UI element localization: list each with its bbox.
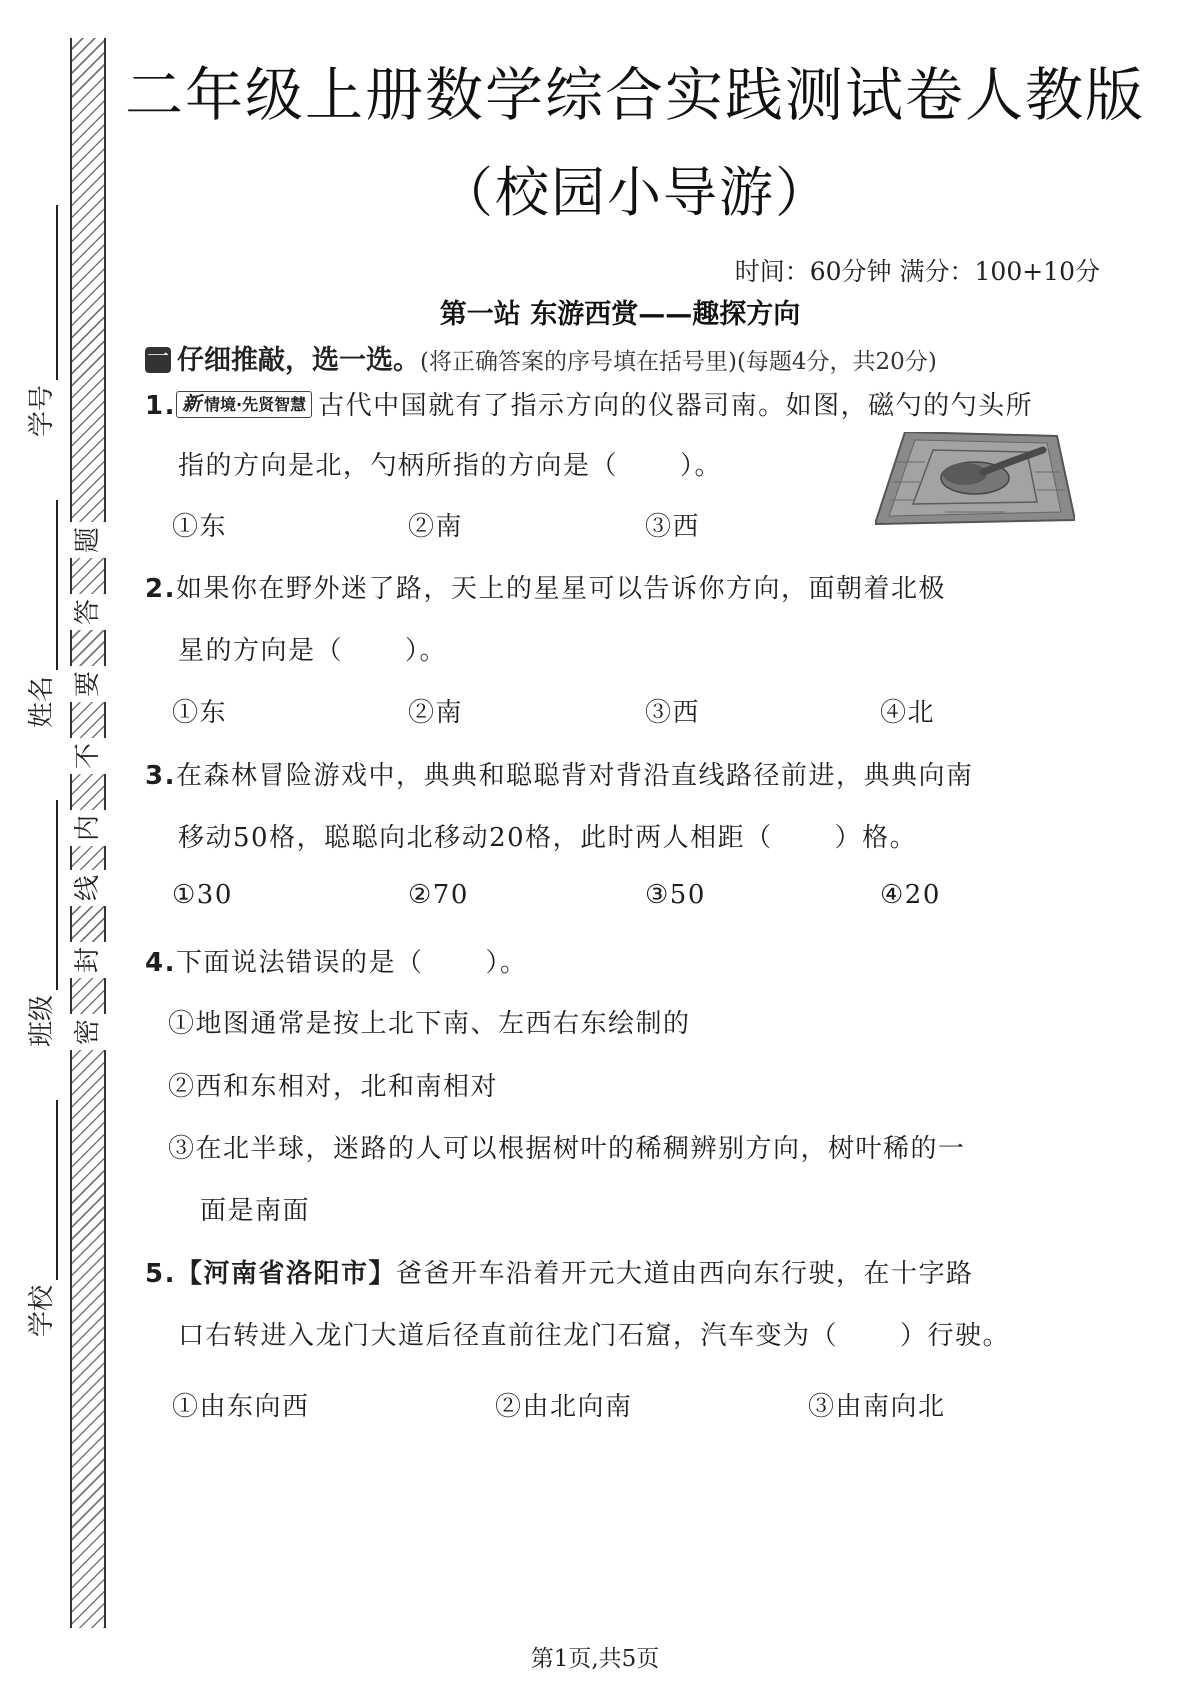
section-note: (将正确答案的序号填在括号里)(每题4分，共20分) bbox=[420, 349, 937, 375]
question-2-line-1 bbox=[145, 568, 946, 605]
sinan-compass-picture bbox=[875, 432, 1075, 532]
question-text: ）行驶。 bbox=[900, 1321, 1011, 1351]
binding-margin bbox=[0, 0, 110, 1682]
option: ①地图通常是按上北下南、左西右东绘制的 bbox=[168, 1009, 691, 1039]
question-text: 古代中国就有了指示方向的仪器司南。如图，磁勺的勺头所 bbox=[318, 391, 1034, 421]
section-title: 仔细推敲，选一选。 bbox=[177, 345, 420, 376]
page-title: 二年级上册数学综合实践测试卷人教版 bbox=[124, 61, 1145, 129]
time-score-info: 时间：60分钟 满分：100+10分 bbox=[734, 257, 1100, 286]
option: ②由北向南 bbox=[495, 1392, 633, 1422]
question-text: ）。 bbox=[680, 451, 723, 481]
station-heading: 第一站 东游西赏——趣探方向 bbox=[439, 299, 801, 330]
option: ②70 bbox=[408, 880, 469, 910]
option: ①30 bbox=[172, 880, 233, 910]
option: ①东 bbox=[172, 698, 228, 728]
question-2-line-2 bbox=[178, 630, 447, 667]
school-field-line[interactable] bbox=[56, 1100, 58, 1280]
student-id-label: 学号 bbox=[27, 384, 57, 437]
question-4-line-1 bbox=[145, 942, 528, 979]
option: ③西 bbox=[645, 698, 701, 728]
seal-char: 内 bbox=[68, 810, 108, 846]
option: ④北 bbox=[880, 698, 936, 728]
question-text: ）。 bbox=[485, 948, 528, 978]
option: ①由东向西 bbox=[172, 1392, 310, 1422]
option: ④20 bbox=[880, 880, 941, 910]
section-number-icon: 一 bbox=[145, 347, 171, 373]
page-subtitle: （校园小导游） bbox=[439, 161, 831, 224]
page-number: 第1页,共5页 bbox=[530, 1646, 660, 1672]
student-id-field-line[interactable] bbox=[56, 205, 58, 380]
option: ③50 bbox=[645, 880, 706, 910]
option: ③由南向北 bbox=[808, 1392, 946, 1422]
option: ①东 bbox=[172, 512, 228, 542]
seal-char: 答 bbox=[68, 594, 108, 630]
option: ②南 bbox=[408, 698, 464, 728]
name-label: 姓名 bbox=[27, 675, 57, 728]
option-continued: 面是南面 bbox=[200, 1196, 311, 1226]
seal-char: 题 bbox=[68, 522, 108, 558]
seal-char: 封 bbox=[68, 942, 108, 978]
question-5-line-2 bbox=[178, 1315, 1010, 1352]
seal-char: 要 bbox=[68, 666, 108, 702]
name-field-line[interactable] bbox=[56, 500, 58, 670]
question-text: 指的方向是北，勺柄所指的方向是（ bbox=[178, 451, 619, 481]
question-text: 口右转进入龙门大道后径直前往龙门石窟，汽车变为（ bbox=[178, 1321, 839, 1351]
question-text: ）。 bbox=[405, 636, 448, 666]
question-text: 如果你在野外迷了路，天上的星星可以告诉你方向，面朝着北极 bbox=[175, 574, 946, 604]
question-3-line-1 bbox=[145, 755, 973, 792]
question-number: 4. bbox=[145, 948, 176, 978]
question-1-line-1 bbox=[145, 385, 1033, 422]
question-text: 在森林冒险游戏中，典典和聪聪背对背沿直线路径前进，典典向南 bbox=[175, 761, 974, 791]
option: ③在北半球，迷路的人可以根据树叶的稀稠辨别方向，树叶稀的一 bbox=[168, 1134, 966, 1164]
option: ③西 bbox=[645, 512, 701, 542]
seal-char: 不 bbox=[68, 738, 108, 774]
option: ②南 bbox=[408, 512, 464, 542]
seal-char: 线 bbox=[68, 870, 108, 906]
context-badge bbox=[176, 391, 312, 418]
question-text: 移动50格，聪聪向北移动20格，此时两人相距（ bbox=[178, 823, 773, 853]
question-text: 星的方向是（ bbox=[178, 636, 344, 666]
question-5-line-1 bbox=[145, 1253, 974, 1290]
question-number: 5. bbox=[145, 1259, 176, 1289]
question-number: 2. bbox=[145, 574, 176, 604]
question-3-line-2 bbox=[178, 817, 917, 854]
class-label: 班级 bbox=[27, 994, 57, 1047]
school-label: 学校 bbox=[27, 1284, 57, 1337]
question-number: 1. bbox=[145, 391, 176, 421]
section-heading bbox=[145, 338, 937, 377]
question-number: 3. bbox=[145, 761, 176, 791]
question-text: ）格。 bbox=[834, 823, 918, 853]
new-badge-icon: 新 bbox=[181, 392, 201, 415]
badge-label: 情境·先贤智慧 bbox=[203, 394, 307, 414]
region-tag: 【河南省洛阳市】 bbox=[175, 1259, 396, 1289]
question-1-line-2 bbox=[178, 445, 722, 482]
question-text: 爸爸开车沿着开元大道由西向东行驶，在十字路 bbox=[395, 1259, 974, 1289]
class-field-line[interactable] bbox=[56, 800, 58, 990]
question-text: 下面说法错误的是（ bbox=[175, 948, 424, 978]
seal-char: 密 bbox=[68, 1014, 108, 1050]
option: ②西和东相对，北和南相对 bbox=[168, 1072, 499, 1102]
